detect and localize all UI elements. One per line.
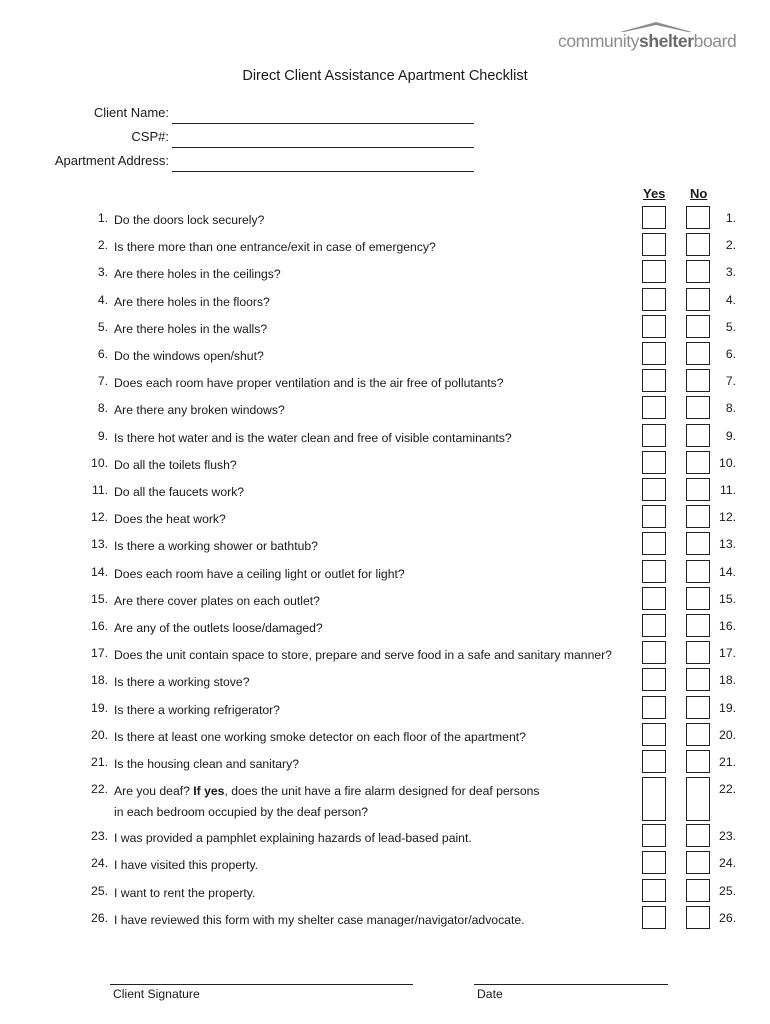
- question-text-part: Are you deaf?: [114, 784, 194, 798]
- apartment-address-label: Apartment Address:: [54, 153, 169, 168]
- question-number-right: 14.: [719, 564, 736, 579]
- no-column-header: No: [690, 186, 708, 201]
- question-number-right: 15.: [719, 591, 736, 606]
- yes-checkbox[interactable]: [642, 315, 666, 338]
- question-number: 3.: [97, 265, 108, 280]
- question-number: 22.: [91, 782, 108, 796]
- yes-checkbox[interactable]: [642, 342, 666, 365]
- question-text: Are any of the outlets loose/damaged?: [114, 621, 323, 635]
- client-name-label: Client Name:: [93, 105, 169, 120]
- question-number: 12.: [91, 510, 108, 525]
- question-number: 25.: [91, 883, 108, 898]
- question-text: I was provided a pamphlet explaining hazards of lead-based paint.: [114, 831, 472, 845]
- yes-checkbox[interactable]: [642, 587, 666, 610]
- csp-field[interactable]: [172, 129, 474, 148]
- question-text: Does the heat work?: [114, 512, 226, 527]
- community-shelter-board-logo: [558, 22, 748, 56]
- question-text: [114, 781, 634, 823]
- question-number-right: 20.: [719, 727, 736, 742]
- question-number-right: 19.: [719, 700, 736, 715]
- yes-checkbox[interactable]: [642, 396, 666, 419]
- question-emphasis: If yes: [193, 784, 225, 798]
- question-number-right: 5.: [725, 319, 736, 334]
- question-number: 18.: [91, 673, 108, 688]
- question-number: 2.: [97, 238, 108, 253]
- question-number-right: 13.: [719, 537, 736, 552]
- question-number-right: 3.: [725, 265, 736, 280]
- question-text: Is there a working shower or bathtub?: [114, 539, 318, 554]
- question-text: I have visited this property.: [114, 858, 259, 873]
- question-number-right: 1.: [725, 211, 736, 225]
- question-number: 15.: [91, 591, 108, 606]
- question-text: Does each room have a ceiling light or outlet for light?: [114, 566, 405, 581]
- yes-checkbox[interactable]: [642, 879, 666, 902]
- question-number: 23.: [91, 829, 108, 843]
- yes-checkbox[interactable]: [642, 777, 666, 821]
- yes-checkbox[interactable]: [642, 614, 666, 637]
- question-text: I have reviewed this form with my shelter case manager/navigator/advocate.: [114, 912, 525, 927]
- question-number-right: 24.: [719, 856, 736, 871]
- question-text: Do all the toilets flush?: [114, 457, 237, 472]
- yes-checkbox[interactable]: [642, 206, 666, 229]
- question-number-right: 22.: [719, 782, 736, 796]
- question-text: Do the doors lock securely?: [114, 213, 265, 227]
- question-number: 13.: [91, 537, 108, 552]
- question-number-right: 18.: [719, 673, 736, 688]
- question-number-right: 12.: [719, 510, 736, 525]
- question-text: Are there holes in the ceilings?: [114, 267, 281, 282]
- question-number-right: 26.: [719, 910, 736, 925]
- question-number: 21.: [91, 755, 108, 769]
- yes-checkbox[interactable]: [642, 260, 666, 283]
- client-signature-line[interactable]: [110, 984, 413, 985]
- question-number-right: 7.: [725, 374, 736, 389]
- question-number: 20.: [91, 727, 108, 742]
- question-number-right: 9.: [725, 428, 736, 443]
- question-number: 10.: [91, 455, 108, 470]
- question-number: 16.: [91, 619, 108, 633]
- yes-checkbox[interactable]: [642, 478, 666, 501]
- question-text: Do all the faucets work?: [114, 485, 245, 499]
- apartment-address-field[interactable]: [172, 153, 474, 172]
- yes-checkbox[interactable]: [642, 641, 666, 664]
- question-text: Is there at least one working smoke detector on each floor of the apartment?: [114, 729, 526, 744]
- date-line[interactable]: [474, 984, 668, 985]
- logo-part2: shelter: [639, 31, 694, 51]
- client-signature-label: Client Signature: [113, 987, 200, 1001]
- yes-checkbox[interactable]: [642, 824, 666, 847]
- question-text: Are there cover plates on each outlet?: [114, 593, 320, 608]
- logo-part1: community: [558, 31, 640, 51]
- question-number: 11.: [91, 483, 108, 497]
- question-text: Are there holes in the walls?: [114, 321, 268, 336]
- yes-checkbox[interactable]: [642, 369, 666, 392]
- question-text: Do the windows open/shut?: [114, 349, 264, 363]
- question-number-right: 10.: [719, 455, 736, 470]
- question-number: 19.: [91, 700, 108, 715]
- question-number: 4.: [97, 292, 108, 307]
- yes-checkbox[interactable]: [642, 451, 666, 474]
- question-text: Is there hot water and is the water clean and free of visible contaminants?: [114, 430, 512, 445]
- question-text: Is there a working stove?: [114, 675, 250, 690]
- yes-checkbox[interactable]: [642, 532, 666, 555]
- question-number-right: 11.: [719, 483, 736, 497]
- logo-wordmark: [558, 31, 736, 52]
- yes-checkbox[interactable]: [642, 560, 666, 583]
- yes-checkbox[interactable]: [642, 696, 666, 719]
- question-number-right: 4.: [725, 292, 736, 307]
- question-text: Does the unit contain space to store, prepare and serve food in a safe and sanitary manner?: [114, 648, 612, 663]
- question-number: 7.: [97, 374, 108, 389]
- question-text: I want to rent the property.: [114, 885, 256, 900]
- yes-checkbox[interactable]: [642, 723, 666, 746]
- question-number: 5.: [97, 319, 108, 334]
- date-label: Date: [477, 987, 503, 1001]
- question-text: Is the housing clean and sanitary?: [114, 757, 299, 771]
- question-text-part: , does the unit have a fire alarm designed for deaf persons: [224, 784, 540, 798]
- question-number: 14.: [91, 564, 108, 579]
- yes-checkbox[interactable]: [642, 906, 666, 929]
- question-number: 8.: [97, 401, 108, 416]
- question-text-part: in each bedroom occupied by the deaf person?: [114, 805, 369, 819]
- question-number: 26.: [91, 910, 108, 925]
- question-number-right: 6.: [725, 347, 736, 361]
- question-number-right: 21.: [719, 755, 736, 769]
- question-text: Does each room have proper ventilation and is the air free of pollutants?: [114, 376, 504, 391]
- yes-checkbox[interactable]: [642, 851, 666, 874]
- yes-checkbox[interactable]: [642, 424, 666, 447]
- question-number: 17.: [91, 646, 108, 661]
- question-number-right: 16.: [719, 619, 736, 633]
- question-text: Is there more than one entrance/exit in case of emergency?: [114, 240, 436, 255]
- question-number-right: 2.: [725, 238, 736, 253]
- page-title: Direct Client Assistance Apartment Checklist: [242, 68, 528, 84]
- question-number-right: 17.: [719, 646, 736, 661]
- yes-checkbox[interactable]: [642, 750, 666, 773]
- question-number-right: 8.: [725, 401, 736, 416]
- question-text: Are there holes in the floors?: [114, 294, 270, 309]
- question-number-right: 23.: [719, 829, 736, 843]
- yes-checkbox[interactable]: [642, 233, 666, 256]
- question-number: 9.: [97, 428, 108, 443]
- question-number: 1.: [97, 211, 108, 225]
- question-number: 24.: [91, 856, 108, 871]
- question-number: 6.: [97, 347, 108, 361]
- yes-column-header: Yes: [643, 186, 666, 201]
- yes-checkbox[interactable]: [642, 668, 666, 691]
- yes-checkbox[interactable]: [642, 505, 666, 528]
- client-name-field[interactable]: [172, 105, 474, 124]
- csp-label: CSP#:: [131, 129, 169, 144]
- logo-part3: board: [693, 31, 737, 51]
- question-text: Is there a working refrigerator?: [114, 702, 280, 717]
- yes-checkbox[interactable]: [642, 288, 666, 311]
- question-text: Are there any broken windows?: [114, 403, 285, 418]
- question-number-right: 25.: [719, 883, 736, 898]
